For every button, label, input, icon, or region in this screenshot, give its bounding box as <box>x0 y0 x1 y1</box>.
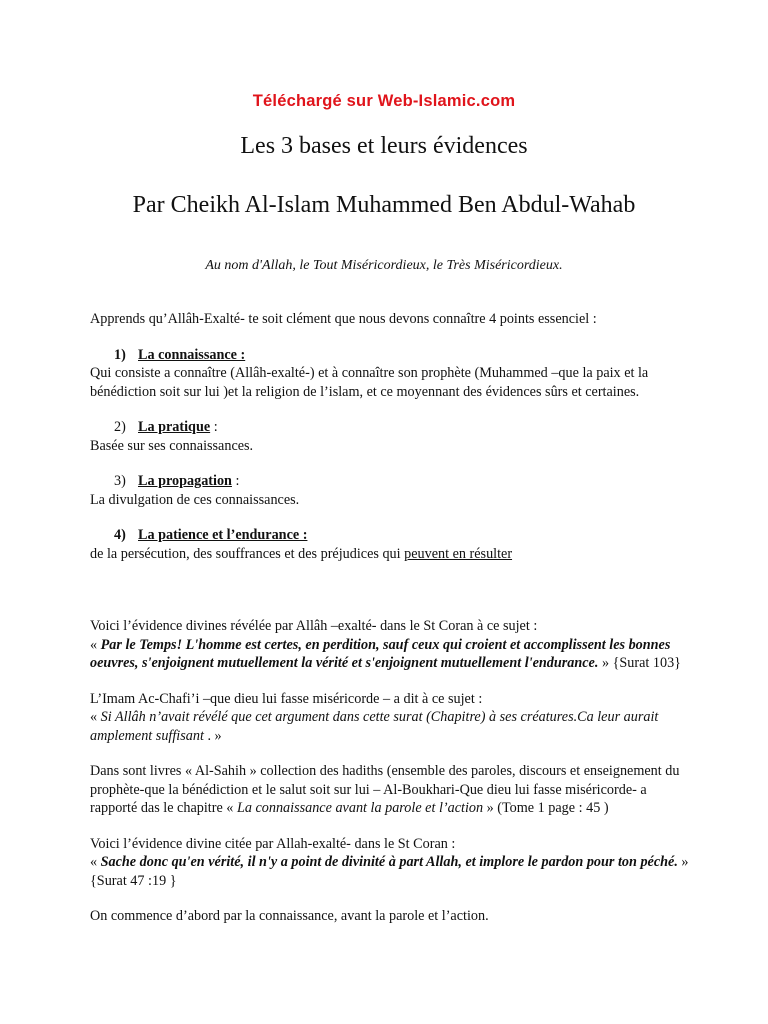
bukhari-reference: » (Tome 1 page : 45 ) <box>483 800 609 816</box>
point-4-text <box>90 545 690 564</box>
bukhari-text: Dans sont livres « Al-Sahih » collection des hadiths (ensemble des paroles, discours et enseignement du prophète-que la bénédiction et le salut soit sur lui – Al-Boukhari-Que dieu lui fasse miséricorde- a rapporté das le chapitre « <box>90 763 680 816</box>
evidence-1-quote: Par le Temps! L'homme est certes, en perdition, sauf ceux qui croient et accomplissent les bonnes oeuvres, s'enjoignent mutuellement la vérité et s'enjoignent mutuellement l'endurance. <box>90 636 671 671</box>
download-banner[interactable]: Téléchargé sur Web-Islamic.com <box>252 92 516 110</box>
evidence-2-intro: Voici l’évidence divine citée par Allah-exalté- dans le St Coran : <box>90 835 456 852</box>
evidence-1-intro: Voici l’évidence divines révélée par Allâh –exalté- dans le St Coran à ce sujet : <box>90 618 538 634</box>
point-title: La connaissance : <box>138 346 246 363</box>
quote-open: « <box>90 709 101 725</box>
document-body <box>90 310 690 926</box>
bukhari-paragraph <box>90 762 690 818</box>
point-1-heading <box>90 346 690 365</box>
evidence-1-reference: » {Surat 103} <box>598 655 681 671</box>
point-3-heading <box>90 472 690 491</box>
point-number: 3) <box>114 473 126 489</box>
point-number: 2) <box>114 419 126 435</box>
point-4-text-underlined: peuvent en résulter <box>404 545 513 562</box>
basmala-invocation: Au nom d'Allah, le Tout Miséricordieux, le Très Miséricordieux. <box>205 258 563 273</box>
chafii-paragraph <box>90 690 690 746</box>
chafii-quote: Si Allâh n’avait révélé que cet argument dans cette surat (Chapitre) à ses créatures.Ca leur aurait amplement suffisant <box>90 709 659 744</box>
point-title: La pratique <box>138 419 211 435</box>
bukhari-chapter: La connaissance avant la parole et l’action <box>236 800 484 816</box>
quote-open: « <box>90 636 101 653</box>
intro-paragraph: Apprends qu’Allâh-Exalté- te soit clément que nous devons connaître 4 points essenciel : <box>90 311 597 327</box>
chafii-intro: L’Imam Ac-Chafi’i –que dieu lui fasse miséricorde – a dit à ce sujet : <box>90 690 483 707</box>
point-number: 4) <box>114 527 126 543</box>
point-number: 1) <box>114 346 126 363</box>
point-title: La patience et l’endurance : <box>138 527 308 543</box>
quote-close: . » <box>203 727 222 744</box>
point-1-text: Qui consiste a connaître (Allâh-exalté-) et à connaître son prophète (Muhammed –que la paix et la bénédiction soit sur lui )et la religion de l’islam, et ce moyennant des évidences sûrs et certaines. <box>90 365 649 400</box>
document-author: Par Cheikh Al-Islam Muhammed Ben Abdul-Wahab <box>132 192 636 218</box>
point-title: La propagation <box>138 473 232 489</box>
evidence-2-reference: » {Surat 47 :19 } <box>90 854 689 889</box>
point-3-text: La divulgation de ces connaissances. <box>90 491 300 508</box>
point-2-heading <box>90 418 690 437</box>
point-2-text: Basée sur ses connaissances. <box>90 437 254 454</box>
evidence-2-paragraph <box>90 835 690 891</box>
evidence-1-paragraph <box>90 617 690 673</box>
quote-open: « <box>90 854 101 870</box>
point-4-heading <box>90 526 690 545</box>
point-title-suffix: : <box>231 473 240 489</box>
document-title: Les 3 bases et leurs évidences <box>240 133 528 159</box>
closing-paragraph: On commence d’abord par la connaissance, avant la parole et l’action. <box>90 908 489 924</box>
point-4-text-start: de la persécution, des souffrances et des préjudices qui <box>90 545 405 562</box>
evidence-2-quote: Sache donc qu'en vérité, il n'y a point de divinité à part Allah, et implore le pardon pour ton péché. <box>100 854 678 870</box>
point-title-suffix: : <box>210 419 218 435</box>
